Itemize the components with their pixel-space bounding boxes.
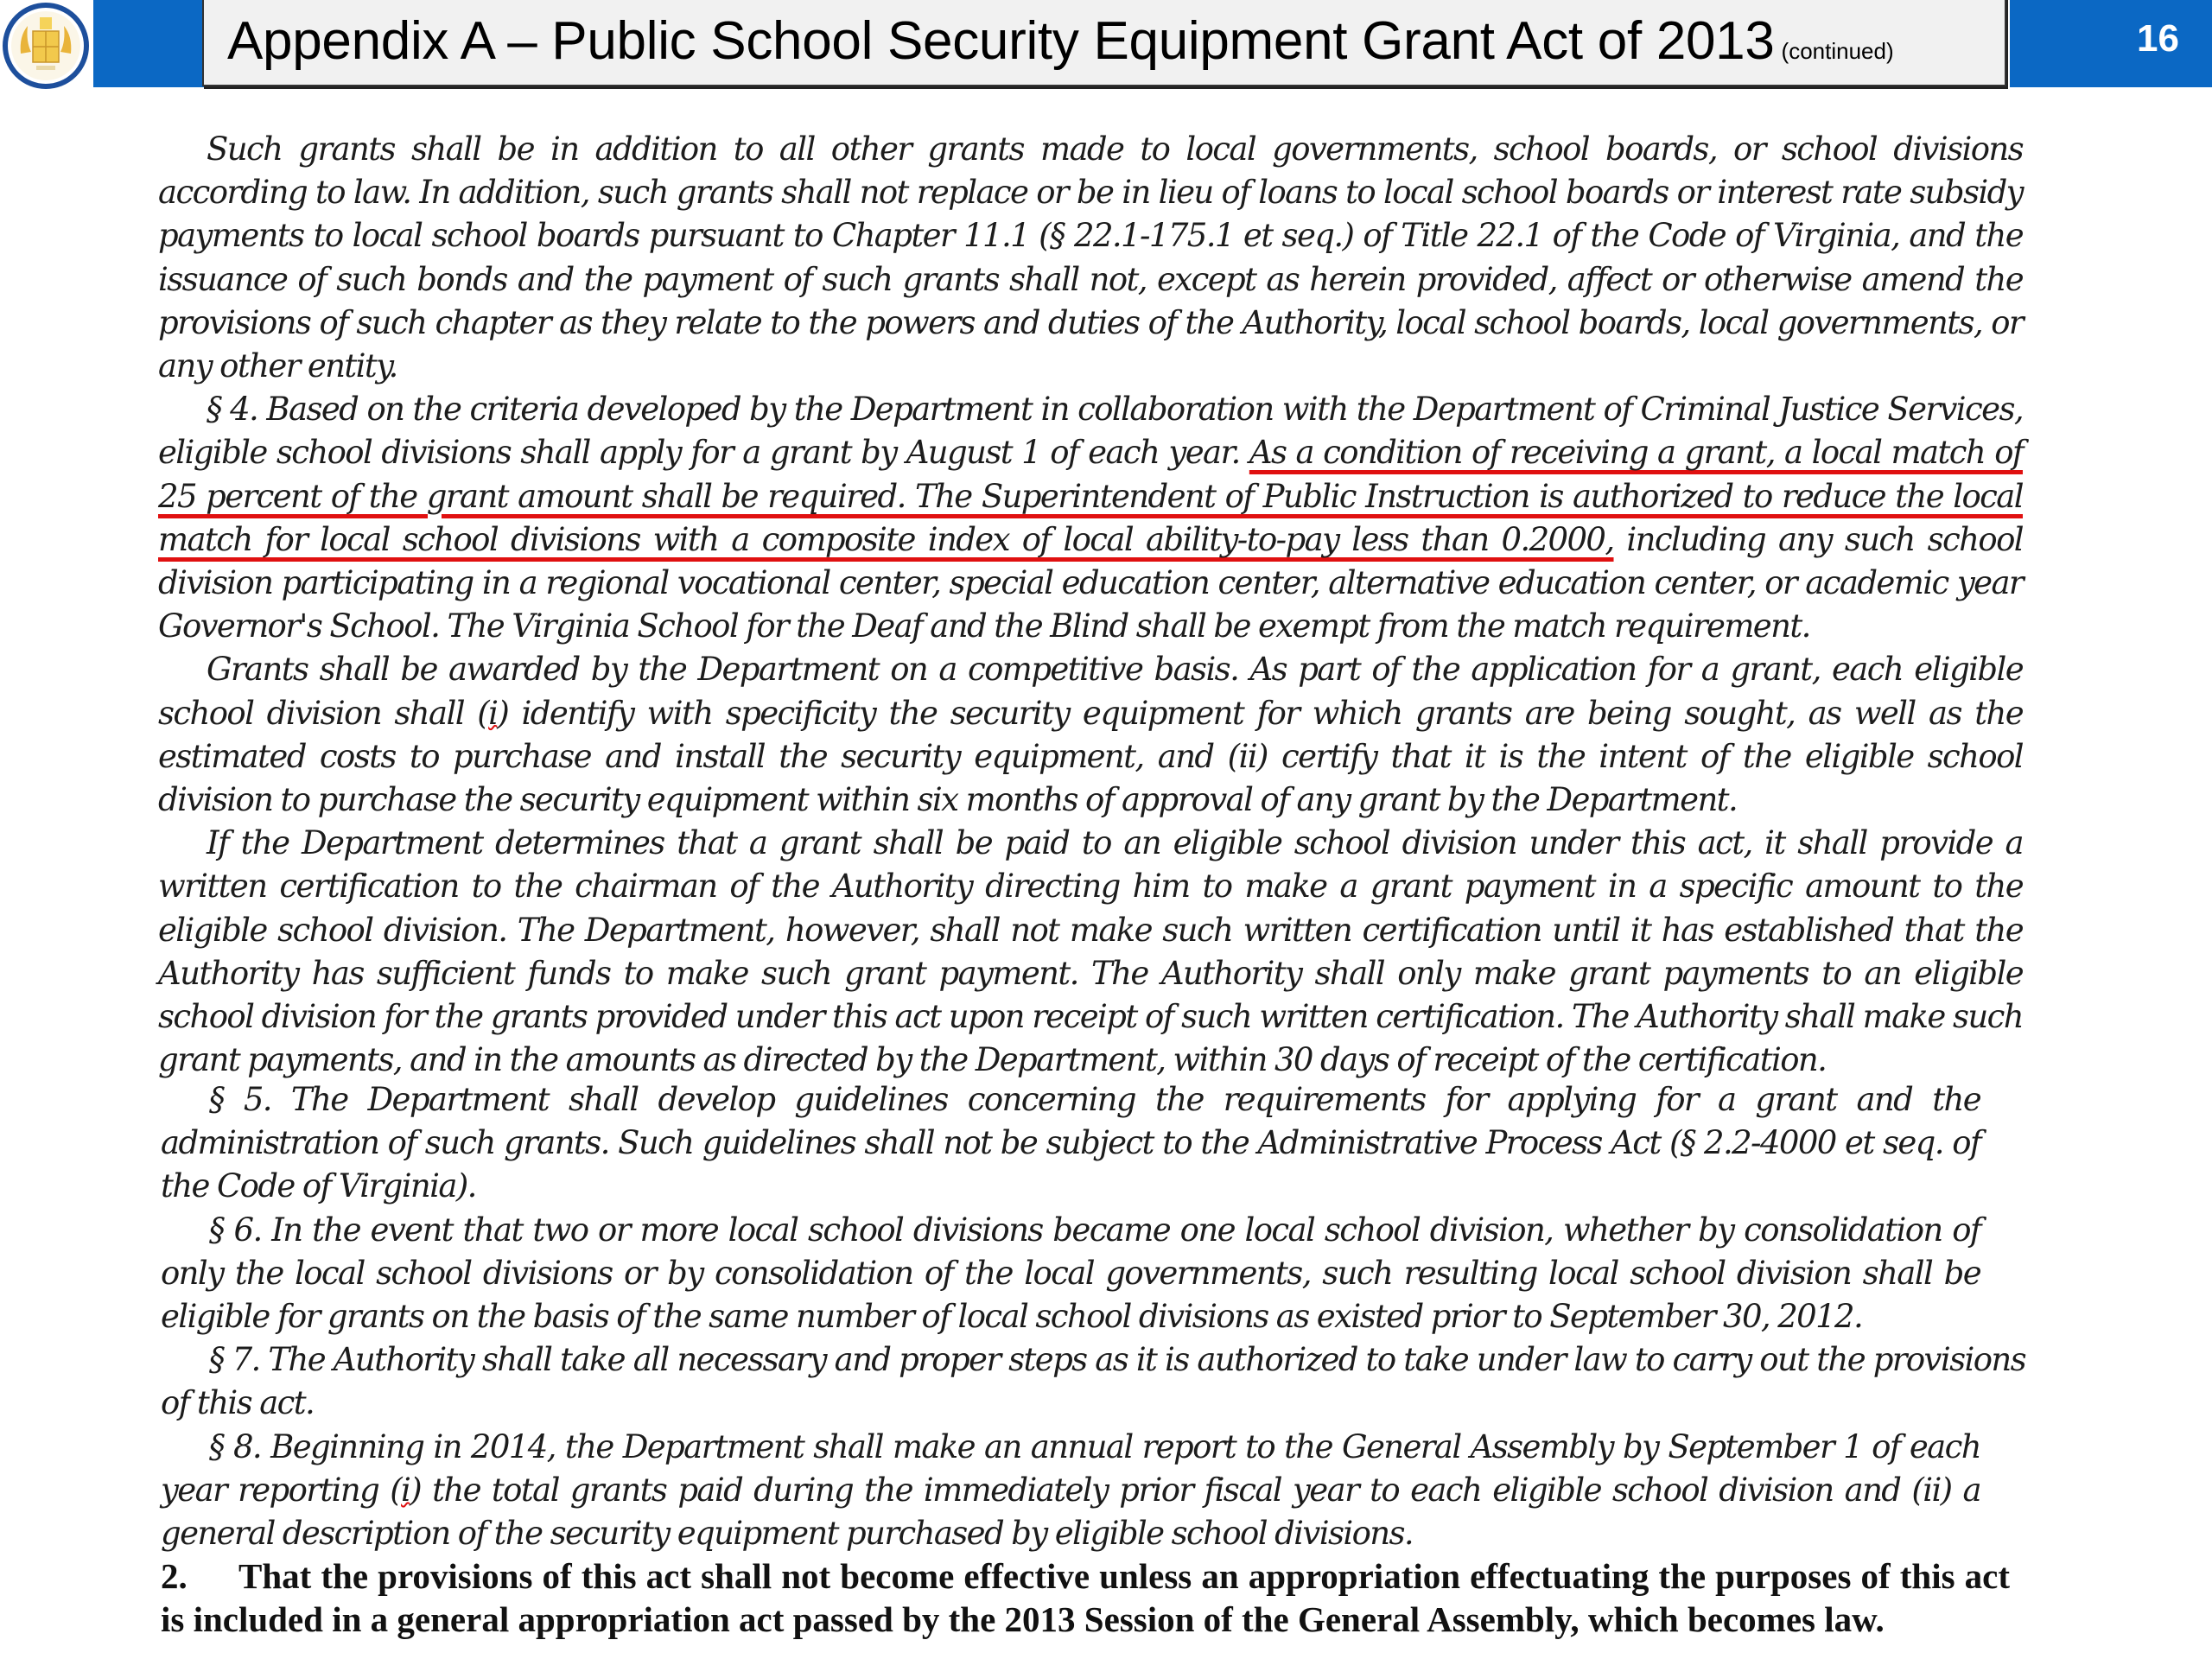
paragraph-certification: If the Department determines that a grant shall be paid to an eligible school division under this act, it shall provide a written certification to the chairman of the Authority directing him to make a grant payment in a specific amount to the eligible school division. The Department, however, shall not make such written certification until it has established that the Authority has sufficient funds to make such grant payment. The Authority shall only make grant payments to an eligible school division for the grants provided under this act upon receipt of such written certification. The Authority shall make such grant payments, and in the amounts as directed by the Department, within 30 days of receipt of the certification. (158, 824, 2023, 1079)
document-body-sections (161, 1078, 2025, 1555)
section-5: § 5. The Department shall develop guidelines concerning the requirements for applying for a grant and the administration of such grants. Such guidelines shall not be subject to the Administrative Process Act (§ 2.2-4000 et seq. of the Code of Virginia). (161, 1081, 1980, 1205)
document-body (158, 128, 2023, 1082)
enactment-text: That the provisions of this act shall not become effective unless an appropriation effectuating the purposes of this act is included in a general appropriation act passed by the 2013 Session of the General Assembly, which becomes law. (161, 1556, 2010, 1639)
highlighted-local-match-text: As a condition of receiving a grant, a local match of 25 percent of the grant amount shall be required. The Superintendent of Public Instruction is authorized to reduce the local match for local school divisions with a composite index of local ability-to-pay less than 0.2000, (158, 434, 2023, 558)
section-7: § 7. The Authority shall take all necessary and proper steps as it is authorized to take under law to carry out the provisions of this act. (161, 1341, 2025, 1422)
paragraph-section-4 (158, 388, 2023, 648)
slide-number: 16 (2137, 17, 2179, 60)
slide-number-panel (2010, 0, 2212, 87)
enactment-clause (161, 1554, 2010, 1641)
header-accent-bar (93, 0, 204, 87)
section-8-text: § 8. Beginning in 2014, the Department shall make an annual report to the General Assembly by September 1 of each year reporting ( (161, 1427, 1980, 1509)
competitive-basis-text: Grants shall be awarded by the Department on a competitive basis. As part of the application for a grant, each eligible school division shall ( (158, 651, 2023, 732)
title-box (202, 0, 2006, 86)
paragraph-grants-in-addition: Such grants shall be in addition to all other grants made to local governments, school boards, or school divisions according to law. In addition, such grants shall not replace or be in lieu of loans to local school boards or interest rate subsidy payments to local school boards pursuant to Chapter 11.1 (§ 22.1-175.1 et seq.) of Title 22.1 of the Code of Virginia, and the issuance of such bonds and the payment of such grants shall not, except as herein provided, affect or otherwise amend the provisions of such chapter as they relate to the powers and duties of the Authority, local school boards, local governments, or any other entity. (158, 130, 2023, 385)
page-title (227, 10, 1894, 72)
section-4-text: § 4. Based on the criteria developed by the Department in collaboration with the Department of Criminal Justice Services, eligible school divisions shall apply for a grant by August 1 of each year. (158, 391, 2023, 472)
competitive-basis-text-continued: ) identify with specificity the security equipment for which grants are being sought, as well as the estimated costs to purchase and install the security equipment, and (ii) certify that it is the intent of the eligible school division to purchase the security equipment within six months of approval of any grant by the Department. (158, 694, 2023, 819)
section-6: § 6. In the event that two or more local school divisions became one local school division, whether by consolidation of only the local school divisions or by consolidation of the local governments, such resulting local school division shall be eligible for grants on the basis of the same number of local school divisions as existed prior to September 30, 2012. (161, 1211, 1980, 1336)
page-title-main: Appendix A – Public School Security Equipment Grant Act of 2013 (227, 11, 1775, 71)
spellcheck-mark: i (401, 1471, 410, 1509)
section-4-text-continued: including any such school division participating in a regional vocational center, special education center, alternative education center, or academic year Governor's School. The Virginia School for the Deaf and the Blind shall be exempt from the match requirement. (158, 520, 2023, 645)
section-8-text-continued: ) the total grants paid during the immediately prior fiscal year to each eligible school division and (ii) a general description of the security equipment purchased by eligible school divisions. (161, 1471, 1980, 1553)
page-title-suffix: (continued) (1781, 38, 1894, 64)
spellcheck-mark: i (488, 694, 498, 732)
paragraph-competitive-basis (158, 648, 2023, 822)
enactment-number: 2. (161, 1556, 188, 1596)
state-seal-icon (2, 2, 90, 90)
section-8 (161, 1426, 1980, 1556)
